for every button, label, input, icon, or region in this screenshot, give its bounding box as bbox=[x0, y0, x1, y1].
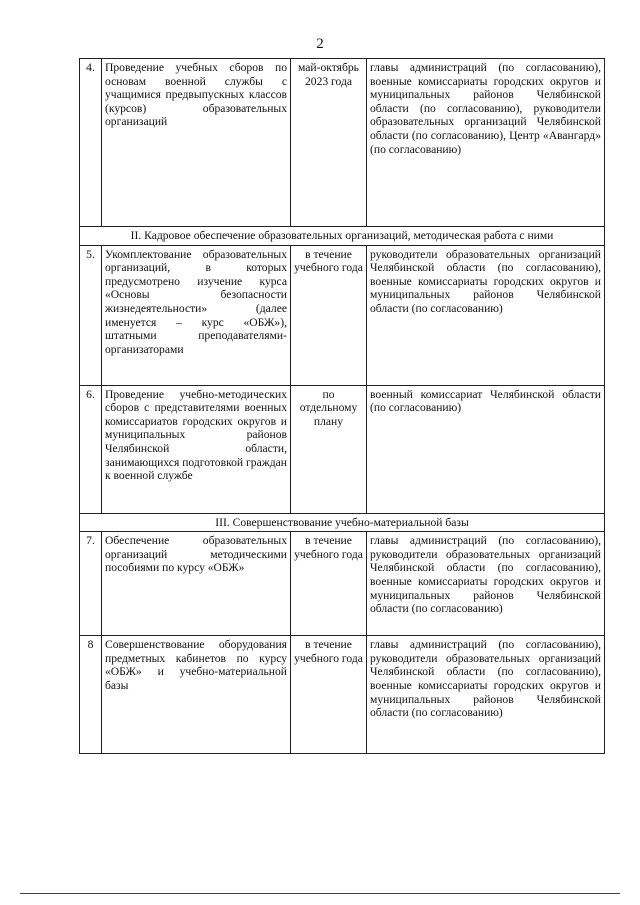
term-cell: в течение учебного года bbox=[291, 636, 367, 754]
section-heading-3: III. Совершенствование учебно-материальной базы bbox=[80, 513, 605, 532]
row-number: 5. bbox=[80, 245, 102, 385]
term-cell: май-октябрь 2023 года bbox=[291, 59, 367, 227]
responsible-cell: военный комиссариат Челябинской области (по согласованию) bbox=[367, 385, 605, 513]
responsible-cell: руководители образовательных организаций Челябинской области (по согласованию), военные комиссариаты городских округов и муниципальных районов Челябинской области (по согласованию) bbox=[367, 245, 605, 385]
table-row bbox=[80, 245, 605, 385]
task-cell: Проведение учебных сборов по основам военной службы с учащимися предвыпускных классов (курсов) образовательных организаций bbox=[102, 59, 291, 227]
section-row bbox=[80, 227, 605, 246]
row-number: 4. bbox=[80, 59, 102, 227]
row-number: 8 bbox=[80, 636, 102, 754]
table-row bbox=[80, 59, 605, 227]
responsible-cell: главы администраций (по согласованию), руководители образовательных организаций Челябинской области (по согласованию), военные комиссариаты городских округов и муниципальных районов Челябинской области (по согласованию) bbox=[367, 532, 605, 636]
table-row bbox=[80, 532, 605, 636]
table-row bbox=[80, 385, 605, 513]
task-cell: Проведение учебно-методических сборов с представителями военных комиссариатов городских округов и муниципальных районов Челябинской области, занимающихся подготовкой граждан к военной службе bbox=[102, 385, 291, 513]
term-cell: в течение учебного года bbox=[291, 532, 367, 636]
row-number: 7. bbox=[80, 532, 102, 636]
section-heading-2: II. Кадровое обеспечение образовательных организаций, методическая работа с ними bbox=[80, 227, 605, 246]
measures-table bbox=[79, 58, 605, 754]
section-row bbox=[80, 513, 605, 532]
table-row bbox=[80, 636, 605, 754]
term-cell: в течение учебного года bbox=[291, 245, 367, 385]
row-number: 6. bbox=[80, 385, 102, 513]
task-cell: Совершенствование оборудования предметных кабинетов по курсу «ОБЖ» и учебно-материальной базы bbox=[102, 636, 291, 754]
task-cell: Обеспечение образовательных организаций методическими пособиями по курсу «ОБЖ» bbox=[102, 532, 291, 636]
task-cell: Укомплектование образовательных организаций, в которых предусмотрено изучение курса «Основы безопасности жизнедеятельности» (далее именуется – курс «ОБЖ»), штатными преподавателями-организаторами bbox=[102, 245, 291, 385]
term-cell: по отдельному плану bbox=[291, 385, 367, 513]
responsible-cell: главы администраций (по согласованию), военные комиссариаты городских округов и муниципальных районов Челябинской области (по согласованию), руководители образовательных организаций Челябинской области (по согласованию), Центр «Авангард» (по согласованию) bbox=[367, 59, 605, 227]
page-bottom-rule bbox=[20, 893, 620, 894]
page-number: 2 bbox=[316, 36, 324, 52]
responsible-cell: главы администраций (по согласованию), руководители образовательных организаций Челябинской области (по согласованию), военные комиссариаты городских округов и муниципальных районов Челябинской области (по согласованию) bbox=[367, 636, 605, 754]
